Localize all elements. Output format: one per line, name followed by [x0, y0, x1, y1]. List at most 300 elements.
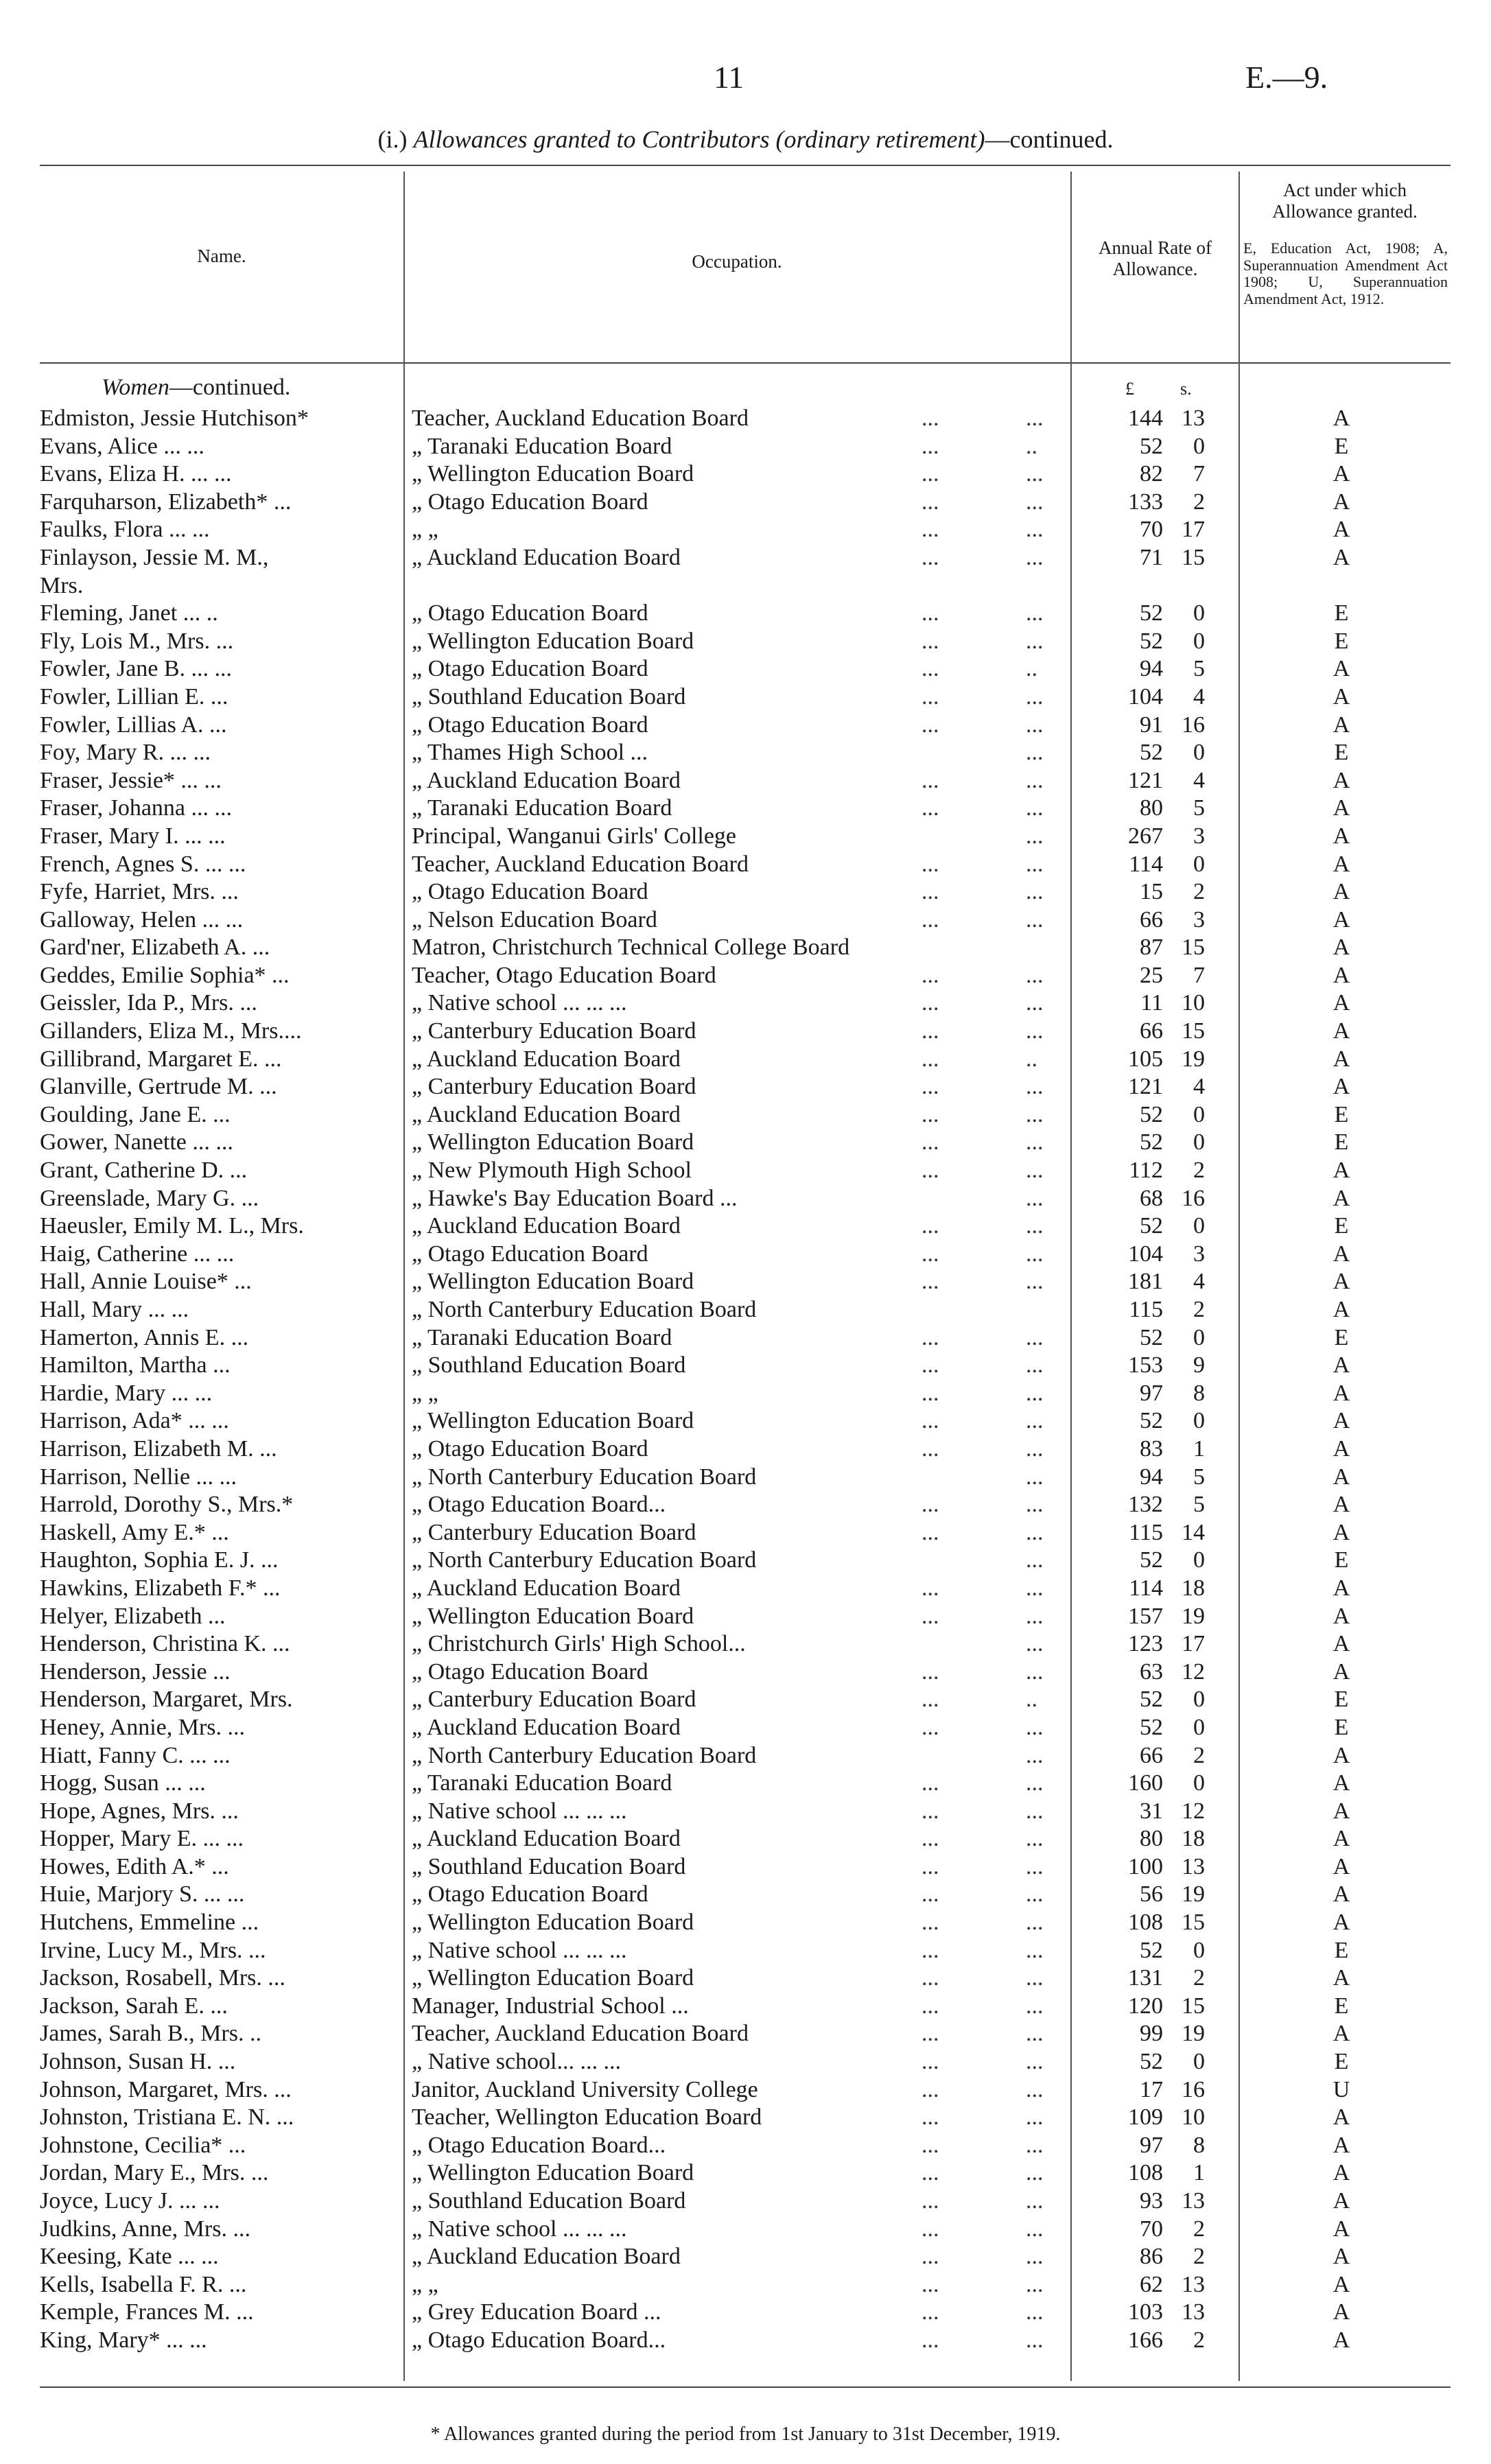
- name-cell: French, Agnes S. ... ...: [40, 851, 246, 877]
- occupation-cell: „ Otago Education Board: [412, 1881, 648, 1908]
- name-cell: Heney, Annie, Mrs. ...: [40, 1714, 246, 1740]
- shillings-cell: 0: [1193, 740, 1205, 766]
- table-row: [0, 2327, 1491, 2355]
- occupation-cell: „ Thames High School ...: [412, 740, 648, 766]
- name-cell: Howes, Edith A.* ...: [40, 1853, 229, 1879]
- leader-dots: ...: [1026, 879, 1044, 905]
- leader-dots: ...: [921, 1714, 939, 1740]
- shillings-cell: 2: [1193, 1965, 1205, 1991]
- leader-dots: ...: [921, 1658, 939, 1685]
- leader-dots: ...: [1026, 1631, 1044, 1657]
- act-cell: A: [1332, 2160, 1350, 2186]
- shillings-cell: 16: [1182, 2076, 1205, 2102]
- act-cell: A: [1332, 1798, 1350, 1824]
- name-cell: Helyer, Elizabeth ...: [40, 1603, 226, 1629]
- act-cell: E: [1334, 1129, 1349, 1155]
- occupation-cell: „ Canterbury Education Board: [412, 1687, 696, 1713]
- pounds-cell: 56: [1140, 1881, 1163, 1908]
- occupation-cell: „ North Canterbury Education Board: [412, 1297, 757, 1322]
- name-cell: Gillanders, Eliza M., Mrs....: [40, 1018, 302, 1044]
- pounds-cell: 181: [1128, 1269, 1163, 1295]
- act-cell: A: [1332, 517, 1350, 543]
- shillings-cell: 2: [1193, 1158, 1205, 1184]
- pounds-cell: 93: [1140, 2188, 1163, 2214]
- name-cell: Haskell, Amy E.* ...: [40, 1519, 229, 1545]
- header-rate-line2: Allowance.: [1112, 259, 1198, 280]
- act-cell: E: [1334, 1714, 1349, 1740]
- occupation-cell: „ Native school ... ... ...: [412, 1798, 627, 1824]
- name-cell: Kemple, Frances M. ...: [40, 2299, 254, 2325]
- name-cell: Evans, Alice ... ...: [40, 433, 204, 459]
- name-cell: Fraser, Jessie* ... ...: [40, 767, 222, 793]
- name-cell: Johnson, Susan H. ...: [40, 2049, 236, 2075]
- pounds-cell: 62: [1140, 2271, 1163, 2297]
- pounds-cell: 15: [1140, 879, 1163, 905]
- pounds-cell: 104: [1128, 1241, 1163, 1267]
- pounds-cell: 86: [1140, 2244, 1163, 2270]
- act-cell: A: [1332, 1435, 1350, 1462]
- leader-dots: ...: [921, 1074, 939, 1100]
- name-cell: Johnstone, Cecilia* ...: [40, 2132, 246, 2158]
- table-row: [0, 2243, 1491, 2271]
- leader-dots: ...: [921, 1324, 939, 1350]
- act-cell: A: [1332, 962, 1350, 988]
- occupation-cell: Teacher, Auckland Education Board: [412, 851, 749, 877]
- pounds-cell: 114: [1129, 1575, 1163, 1601]
- pounds-cell: 109: [1128, 2104, 1163, 2131]
- pounds-cell: 94: [1140, 1464, 1163, 1490]
- table-row: [0, 1909, 1491, 1937]
- pounds-cell: 160: [1128, 1770, 1163, 1796]
- shillings-cell: 3: [1193, 1241, 1205, 1267]
- act-cell: A: [1332, 1046, 1350, 1072]
- act-cell: A: [1332, 906, 1350, 932]
- occupation-cell: „ Wellington Education Board: [412, 628, 694, 654]
- table-row: [0, 1241, 1491, 1269]
- table-row: [0, 878, 1491, 906]
- leader-dots: ...: [921, 906, 939, 932]
- leader-dots: ...: [921, 628, 939, 654]
- leader-dots: ..: [1026, 656, 1037, 682]
- pounds-cell: 70: [1140, 2216, 1163, 2242]
- occupation-cell: „ „: [412, 1380, 438, 1406]
- table-row: [0, 628, 1491, 656]
- leader-dots: ...: [921, 406, 939, 431]
- header-act-line2: Allowance granted.: [1272, 201, 1418, 222]
- table-row: [0, 2020, 1491, 2048]
- act-cell: A: [1332, 795, 1350, 821]
- pounds-cell: 52: [1140, 433, 1163, 459]
- shillings-cell: 8: [1193, 1380, 1205, 1406]
- leader-dots: ...: [921, 1213, 939, 1239]
- name-cell: Irvine, Lucy M., Mrs. ...: [40, 1937, 266, 1963]
- name-cell: Hall, Annie Louise* ...: [40, 1269, 252, 1295]
- leader-dots: ...: [1026, 489, 1044, 515]
- act-cell: A: [1332, 2271, 1350, 2297]
- act-cell: E: [1334, 1547, 1349, 1573]
- table-row: [0, 1714, 1491, 1742]
- pounds-cell: 166: [1128, 2327, 1163, 2353]
- leader-dots: ...: [921, 517, 939, 543]
- pounds-cell: 123: [1128, 1631, 1163, 1657]
- name-cell: Hogg, Susan ... ...: [40, 1770, 206, 1796]
- occupation-cell: „ Grey Education Board ...: [412, 2299, 661, 2325]
- table-row: [0, 934, 1491, 962]
- leader-dots: ...: [1026, 906, 1044, 932]
- shillings-cell: 12: [1182, 1658, 1205, 1685]
- name-cell: Hiatt, Fanny C. ... ...: [40, 1742, 231, 1768]
- occupation-cell: „ Native school... ... ...: [412, 2049, 621, 2075]
- pounds-cell: 132: [1128, 1492, 1163, 1518]
- pounds-cell: 68: [1140, 1185, 1163, 1211]
- header-act: [1242, 180, 1448, 222]
- act-cell: A: [1332, 1408, 1350, 1434]
- table-row: [0, 1129, 1491, 1157]
- occupation-cell: „ Wellington Education Board: [412, 461, 694, 487]
- act-cell: A: [1332, 851, 1350, 877]
- table-row: [0, 1212, 1491, 1241]
- shillings-cell: 0: [1193, 433, 1205, 459]
- table-row: [0, 712, 1491, 740]
- leader-dots: ...: [1026, 1853, 1044, 1879]
- occupation-cell: „ Taranaki Education Board: [412, 795, 672, 821]
- act-cell: A: [1332, 767, 1350, 793]
- act-cell: A: [1332, 1519, 1350, 1545]
- leader-dots: ...: [1026, 1241, 1044, 1267]
- name-cell: Finlayson, Jessie M. M.,: [40, 544, 269, 570]
- leader-dots: ...: [921, 851, 939, 877]
- name-cell: Joyce, Lucy J. ... ...: [40, 2188, 220, 2214]
- leader-dots: ...: [921, 1575, 939, 1601]
- pounds-cell: 121: [1128, 767, 1163, 793]
- table-row: [0, 1018, 1491, 1046]
- name-cell: Hutchens, Emmeline ...: [40, 1910, 259, 1936]
- leader-dots: ...: [921, 1826, 939, 1852]
- leader-dots: ...: [1026, 1547, 1044, 1573]
- pounds-cell: 267: [1128, 823, 1163, 849]
- shillings-cell: 10: [1182, 990, 1205, 1016]
- name-cell: Haughton, Sophia E. J. ...: [40, 1547, 279, 1573]
- leader-dots: ...: [1026, 600, 1044, 626]
- pounds-cell: 97: [1140, 2132, 1163, 2158]
- act-cell: A: [1332, 1464, 1350, 1490]
- leader-dots: ...: [1026, 823, 1044, 849]
- pounds-cell: 80: [1140, 1826, 1163, 1852]
- pounds-cell: 11: [1140, 990, 1163, 1016]
- name-cell: Huie, Marjory S. ... ...: [40, 1881, 245, 1908]
- pounds-cell: 87: [1140, 935, 1163, 961]
- leader-dots: ...: [921, 544, 939, 570]
- leader-dots: ...: [921, 2271, 939, 2297]
- pounds-cell: 82: [1140, 461, 1163, 487]
- occupation-cell: „ Auckland Education Board: [412, 1046, 681, 1072]
- name-cell: Fowler, Lillias A. ...: [40, 712, 227, 738]
- name-cell: Hamerton, Annis E. ...: [40, 1324, 249, 1350]
- shillings-cell: 15: [1182, 1018, 1205, 1044]
- leader-dots: ...: [921, 879, 939, 905]
- pounds-cell: 80: [1140, 795, 1163, 821]
- leader-dots: ...: [1026, 1881, 1044, 1908]
- name-cell: Gard'ner, Elizabeth A. ...: [40, 935, 270, 961]
- act-cell: A: [1332, 1380, 1350, 1406]
- act-cell: A: [1332, 1297, 1350, 1322]
- leader-dots: ...: [1026, 1185, 1044, 1211]
- table-row: [0, 1268, 1491, 1296]
- shillings-cell: 2: [1193, 2216, 1205, 2242]
- name-cell: James, Sarah B., Mrs. ..: [40, 2021, 261, 2047]
- table-row: [0, 1630, 1491, 1658]
- leader-dots: ...: [1026, 1742, 1044, 1768]
- act-cell: A: [1332, 2244, 1350, 2270]
- leader-dots: ...: [921, 990, 939, 1016]
- series-code: E.—9.: [1245, 60, 1328, 95]
- shillings-cell: 14: [1182, 1519, 1205, 1545]
- name-cell: Haeusler, Emily M. L., Mrs.: [40, 1213, 304, 1239]
- section-heading: [102, 375, 290, 401]
- occupation-cell: „ Auckland Education Board: [412, 1826, 681, 1852]
- shillings-cell: 15: [1182, 544, 1205, 570]
- table-row: [0, 600, 1491, 628]
- leader-dots: ...: [1026, 1910, 1044, 1936]
- leader-dots: ...: [1026, 2188, 1044, 2214]
- name-cell: Henderson, Margaret, Mrs.: [40, 1687, 293, 1713]
- occupation-cell: „ Wellington Education Board: [412, 2160, 694, 2186]
- pounds-cell: 115: [1129, 1297, 1163, 1322]
- name-cell: Judkins, Anne, Mrs. ...: [40, 2216, 250, 2242]
- table-row: [0, 1435, 1491, 1464]
- act-cell: A: [1332, 1492, 1350, 1518]
- leader-dots: ...: [921, 2104, 939, 2131]
- shillings-cell: 4: [1193, 767, 1205, 793]
- occupation-cell: „ Otago Education Board: [412, 656, 648, 682]
- leader-dots: ...: [921, 2299, 939, 2325]
- pounds-cell: 70: [1140, 517, 1163, 543]
- leader-dots: ...: [921, 1993, 939, 2019]
- pounds-cell: 97: [1140, 1380, 1163, 1406]
- shillings-cell: 17: [1182, 517, 1205, 543]
- shillings-cell: 0: [1193, 1714, 1205, 1740]
- table-row: [0, 2299, 1491, 2327]
- leader-dots: ...: [1026, 1324, 1044, 1350]
- act-cell: A: [1332, 1658, 1350, 1685]
- table-row: [0, 2104, 1491, 2132]
- leader-dots: ..: [1026, 1687, 1037, 1713]
- table-body: [0, 405, 1491, 2355]
- table-row: [0, 489, 1491, 517]
- table-row: [0, 1881, 1491, 1909]
- act-cell: A: [1332, 2327, 1350, 2353]
- occupation-cell: „ Otago Education Board...: [412, 2327, 666, 2353]
- table-row: [0, 767, 1491, 795]
- leader-dots: ..: [1026, 1046, 1037, 1072]
- leader-dots: ...: [921, 1408, 939, 1434]
- leader-dots: ...: [1026, 1492, 1044, 1518]
- header-act-line1: Act under which: [1283, 180, 1407, 200]
- shillings-cell: 2: [1193, 489, 1205, 515]
- name-cell: Henderson, Christina K. ...: [40, 1631, 290, 1657]
- leader-dots: ...: [1026, 1464, 1044, 1490]
- name-cell: Jackson, Rosabell, Mrs. ...: [40, 1965, 285, 1991]
- shillings-cell: 0: [1193, 1101, 1205, 1127]
- act-cell: A: [1332, 1018, 1350, 1044]
- leader-dots: ...: [1026, 1018, 1044, 1044]
- shillings-cell: 15: [1182, 1910, 1205, 1936]
- shillings-cell: 0: [1193, 1408, 1205, 1434]
- table-row: [0, 1603, 1491, 1631]
- leader-dots: ...: [921, 767, 939, 793]
- leader-dots: ...: [921, 962, 939, 988]
- occupation-cell: „ Otago Education Board: [412, 1241, 648, 1267]
- shillings-cell: 0: [1193, 851, 1205, 877]
- act-cell: A: [1332, 2104, 1350, 2131]
- leader-dots: ...: [1026, 2299, 1044, 2325]
- leader-dots: ...: [1026, 1352, 1044, 1378]
- name-cell: Harrold, Dorothy S., Mrs.*: [40, 1492, 294, 1518]
- act-cell: E: [1334, 600, 1349, 626]
- occupation-cell: „ Auckland Education Board: [412, 767, 681, 793]
- shillings-cell: 13: [1182, 1853, 1205, 1879]
- leader-dots: ...: [921, 1158, 939, 1184]
- pounds-cell: 66: [1140, 906, 1163, 932]
- act-cell: A: [1332, 406, 1350, 431]
- shillings-cell: 4: [1193, 683, 1205, 709]
- leader-dots: ...: [921, 433, 939, 459]
- act-cell: A: [1332, 879, 1350, 905]
- name-cell: Hopper, Mary E. ... ...: [40, 1826, 244, 1852]
- leader-dots: ...: [1026, 1101, 1044, 1127]
- leader-dots: ...: [921, 2160, 939, 2186]
- table-row: [0, 2187, 1491, 2216]
- pounds-cell: 133: [1128, 489, 1163, 515]
- table-row: [0, 1964, 1491, 1993]
- act-cell: A: [1332, 2216, 1350, 2242]
- pounds-cell: 112: [1129, 1158, 1163, 1184]
- name-cell: Fyfe, Harriet, Mrs. ...: [40, 879, 239, 905]
- shillings-cell: 17: [1182, 1631, 1205, 1657]
- pounds-cell: 100: [1128, 1853, 1163, 1879]
- leader-dots: ...: [1026, 2076, 1044, 2102]
- table-row: [0, 572, 1491, 600]
- shillings-cell: 7: [1193, 461, 1205, 487]
- act-cell: A: [1332, 1575, 1350, 1601]
- name-cell: King, Mary* ... ...: [40, 2327, 207, 2353]
- leader-dots: ...: [1026, 544, 1044, 570]
- name-cell: Haig, Catherine ... ...: [40, 1241, 235, 1267]
- occupation-cell: „ Wellington Education Board: [412, 1408, 694, 1434]
- leader-dots: ...: [1026, 851, 1044, 877]
- pounds-cell: 52: [1140, 740, 1163, 766]
- pound-symbol: £: [1125, 379, 1134, 399]
- act-cell: A: [1332, 656, 1350, 682]
- occupation-cell: „ Otago Education Board: [412, 879, 648, 905]
- leader-dots: ...: [921, 1241, 939, 1267]
- leader-dots: ...: [921, 2244, 939, 2270]
- act-cell: A: [1332, 1853, 1350, 1879]
- table-row: [0, 1046, 1491, 1074]
- name-cell: Geddes, Emilie Sophia* ...: [40, 962, 290, 988]
- name-cell: Fly, Lois M., Mrs. ...: [40, 628, 234, 654]
- leader-dots: ...: [1026, 795, 1044, 821]
- table-row: [0, 1519, 1491, 1547]
- act-cell: A: [1332, 1603, 1350, 1629]
- leader-dots: ...: [1026, 2216, 1044, 2242]
- pounds-cell: 91: [1140, 712, 1163, 738]
- leader-dots: ...: [1026, 1074, 1044, 1100]
- act-cell: E: [1334, 433, 1349, 459]
- table-row: [0, 962, 1491, 990]
- name-cell: Harrison, Elizabeth M. ...: [40, 1435, 277, 1462]
- occupation-cell: „ „: [412, 517, 438, 543]
- pounds-cell: 52: [1140, 1408, 1163, 1434]
- name-cell: Fleming, Janet ... ..: [40, 600, 218, 626]
- pounds-cell: 52: [1140, 1714, 1163, 1740]
- table-row: [0, 433, 1491, 461]
- name-cell: Galloway, Helen ... ...: [40, 906, 244, 932]
- leader-dots: ...: [1026, 1435, 1044, 1462]
- table-row: [0, 795, 1491, 823]
- pounds-cell: 99: [1140, 2021, 1163, 2047]
- name-cell: Jackson, Sarah E. ...: [40, 1993, 228, 2019]
- act-cell: A: [1332, 2132, 1350, 2158]
- table-row: [0, 1185, 1491, 1213]
- pounds-cell: 31: [1140, 1798, 1163, 1824]
- leader-dots: ...: [1026, 962, 1044, 988]
- shillings-cell: 4: [1193, 1074, 1205, 1100]
- occupation-cell: „ North Canterbury Education Board: [412, 1464, 757, 1490]
- shillings-cell: 16: [1182, 712, 1205, 738]
- occupation-cell: „ Native school ... ... ...: [412, 990, 627, 1016]
- pounds-cell: 52: [1140, 2049, 1163, 2075]
- section-label: Women: [102, 375, 169, 400]
- name-cell: Hall, Mary ... ...: [40, 1297, 189, 1322]
- leader-dots: ...: [1026, 1658, 1044, 1685]
- shillings-cell: 0: [1193, 1129, 1205, 1155]
- leader-dots: ...: [1026, 1408, 1044, 1434]
- shillings-cell: 2: [1193, 1742, 1205, 1768]
- table-row: [0, 1770, 1491, 1798]
- act-cell: A: [1332, 1185, 1350, 1211]
- table-bottom-rule: [40, 2386, 1451, 2388]
- pounds-cell: 105: [1128, 1046, 1163, 1072]
- name-cell: Johnston, Tristiana E. N. ...: [40, 2104, 294, 2131]
- shillings-cell: 5: [1193, 1464, 1205, 1490]
- name-cell: Harrison, Nellie ... ...: [40, 1464, 237, 1490]
- leader-dots: ...: [921, 2327, 939, 2353]
- leader-dots: ...: [1026, 1129, 1044, 1155]
- leader-dots: ...: [1026, 1965, 1044, 1991]
- shillings-cell: 15: [1182, 935, 1205, 961]
- header-rate-line1: Annual Rate of: [1099, 237, 1212, 258]
- name-cell: Mrs.: [40, 572, 84, 598]
- shillings-cell: 10: [1182, 2104, 1205, 2131]
- table-row: [0, 1296, 1491, 1324]
- occupation-cell: Principal, Wanganui Girls' College: [412, 823, 737, 849]
- shillings-cell: 3: [1193, 906, 1205, 932]
- table-row: [0, 460, 1491, 489]
- occupation-cell: „ Native school ... ... ...: [412, 1937, 627, 1963]
- name-cell: Jordan, Mary E., Mrs. ...: [40, 2160, 269, 2186]
- act-cell: A: [1332, 461, 1350, 487]
- pounds-cell: 52: [1140, 628, 1163, 654]
- pounds-cell: 83: [1140, 1435, 1163, 1462]
- leader-dots: ...: [1026, 2244, 1044, 2270]
- table-row: [0, 2159, 1491, 2187]
- table-row: [0, 544, 1491, 572]
- leader-dots: ...: [1026, 1770, 1044, 1796]
- leader-dots: ...: [921, 1687, 939, 1713]
- name-cell: Harrison, Ada* ... ...: [40, 1408, 229, 1434]
- shillings-cell: 1: [1193, 1435, 1205, 1462]
